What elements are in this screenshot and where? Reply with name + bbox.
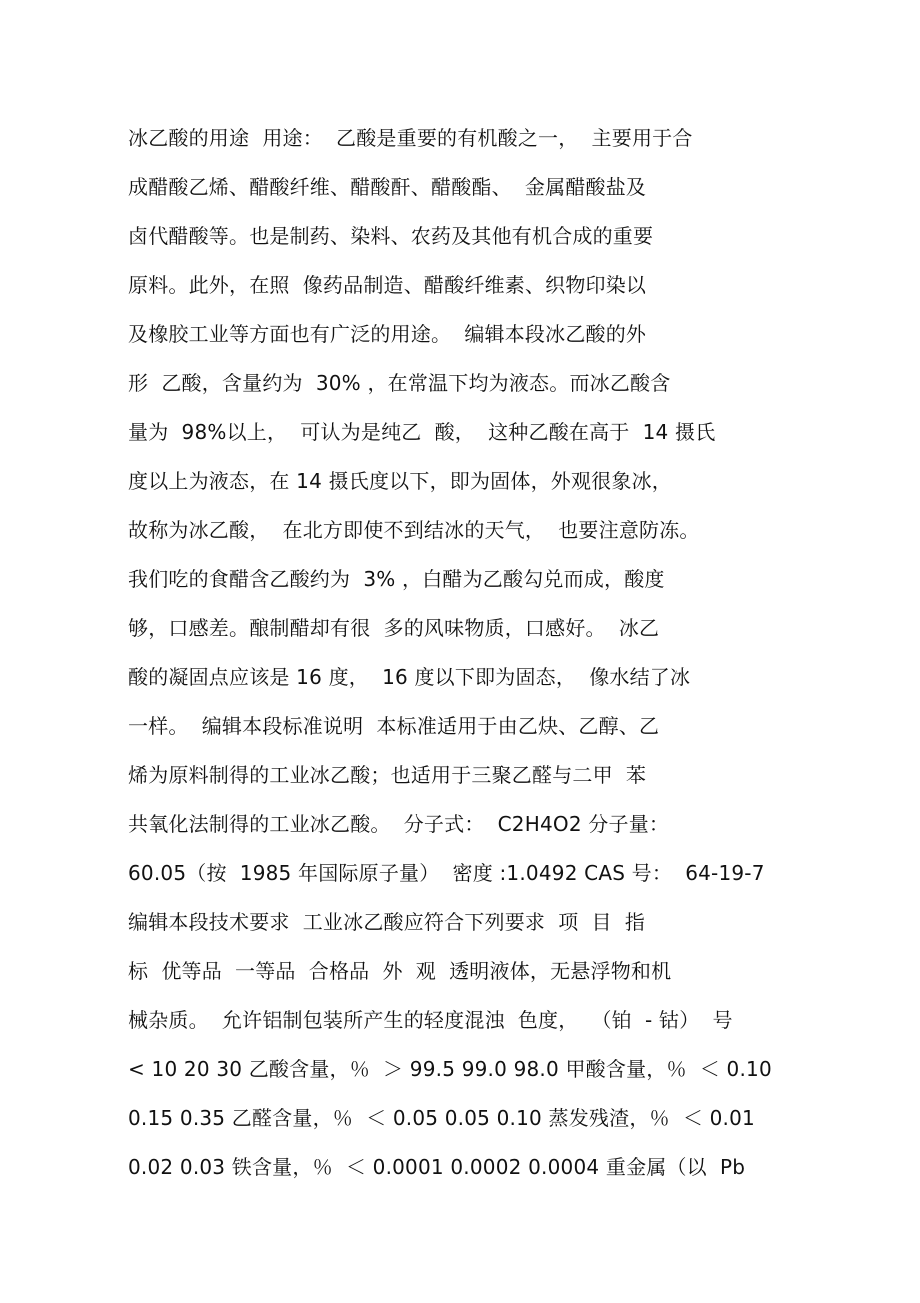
text-line: 0.15 0.35 乙醛含量，％ ＜ 0.05 0.05 0.10 蒸发残渣，％ ＜ 0.01 xyxy=(128,1106,755,1130)
text-line: 0.02 0.03 铁含量，％ ＜ 0.0001 0.0002 0.0004 重金属（以 Pb xyxy=(128,1155,746,1179)
text-line: 量为 98%以上， 可认为是纯乙 酸， 这种乙酸在高于 14 摄氏 xyxy=(128,420,716,444)
text-line: 我们吃的食醋含乙酸约为 3% ，白醋为乙酸勾兑而成，酸度 xyxy=(128,567,665,591)
text-line: 烯为原料制得的工业冰乙酸；也适用于三聚乙醛与二甲 苯 xyxy=(128,763,647,787)
text-line: < 10 20 30 乙酸含量，％ ＞ 99.5 99.0 98.0 甲酸含量，％ ＜ 0.10 xyxy=(128,1057,772,1081)
text-line: 共氧化法制得的工业冰乙酸。 分子式： C2H4O2 分子量： xyxy=(128,812,670,836)
text-line: 标 优等品 一等品 合格品 外 观 透明液体，无悬浮物和机 xyxy=(128,959,672,983)
text-line: 60.05（按 1985 年国际原子量） 密度 :1.0492 CAS 号： 64-19-7 xyxy=(128,861,765,885)
text-line: 酸的凝固点应该是 16 度， 16 度以下即为固态， 像水结了冰 xyxy=(128,665,691,689)
text-line: 及橡胶工业等方面也有广泛的用途。 编辑本段冰乙酸的外 xyxy=(128,322,647,346)
text-line: 械杂质。 允许铝制包装所产生的轻度混浊 色度， （铂 - 钴） 号 xyxy=(128,1008,733,1032)
text-line: 成醋酸乙烯、醋酸纤维、醋酸酐、醋酸酯、 金属醋酸盐及 xyxy=(128,175,647,199)
document-body xyxy=(128,114,808,1192)
text-line: 形 乙酸，含量约为 30% ，在常温下均为液态。而冰乙酸含 xyxy=(128,371,671,395)
text-line: 冰乙酸的用途 用途： 乙酸是重要的有机酸之一， 主要用于合 xyxy=(128,126,693,150)
text-line: 编辑本段技术要求 工业冰乙酸应符合下列要求 项 目 指 xyxy=(128,910,646,934)
text-line: 卤代醋酸等。也是制药、染料、农药及其他有机合成的重要 xyxy=(128,224,654,248)
text-line: 原料。此外，在照 像药品制造、醋酸纤维素、织物印染以 xyxy=(128,273,647,297)
text-line: 够，口感差。酿制醋却有很 多的风味物质，口感好。 冰乙 xyxy=(128,616,660,640)
text-line: 度以上为液态，在 14 摄氏度以下，即为固体，外观很象冰， xyxy=(128,469,672,493)
text-line: 一样。 编辑本段标准说明 本标准适用于由乙炔、乙醇、乙 xyxy=(128,714,660,738)
text-line: 故称为冰乙酸， 在北方即使不到结冰的天气， 也要注意防冻。 xyxy=(128,518,700,542)
